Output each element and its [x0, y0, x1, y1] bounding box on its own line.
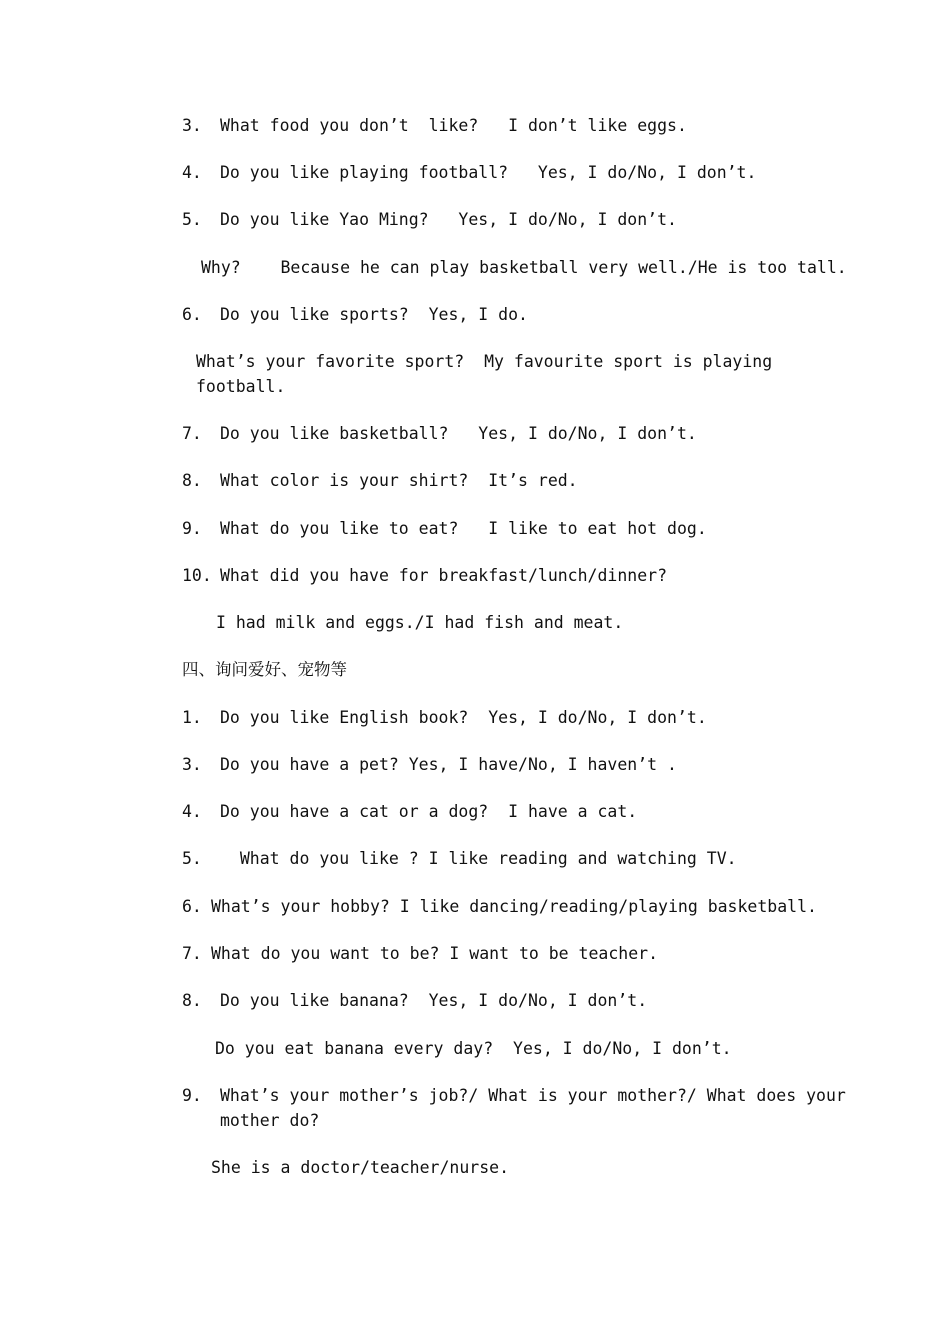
- item-text: What’s your favorite sport? My favourite sport is playing: [196, 352, 773, 371]
- item-number: 5.: [182, 210, 202, 229]
- item-text: Do you have a cat or a dog? I have a cat.: [220, 802, 638, 821]
- hobby-item-8: [182, 989, 647, 1013]
- item-text: I had milk and eggs./I had fish and meat.: [216, 613, 624, 632]
- item-number: 1.: [182, 708, 202, 727]
- item-number: 6.: [182, 305, 202, 324]
- item-text: What do you want to be? I want to be teacher.: [211, 944, 659, 963]
- item-number: 9.: [182, 519, 202, 538]
- item-number: 3.: [182, 116, 202, 135]
- hobby-item-9: [182, 1084, 846, 1108]
- item-text-continued: football.: [196, 377, 286, 396]
- item-number: 4.: [182, 163, 202, 182]
- hobby-item-3: [182, 753, 677, 777]
- item-text: What food you don’t like? I don’t like eggs.: [220, 116, 687, 135]
- item-text: Do you eat banana every day? Yes, I do/No, I don’t.: [215, 1039, 732, 1058]
- hobby-item-4: [182, 800, 637, 824]
- item-text: Do you like sports? Yes, I do.: [220, 305, 528, 324]
- item-number: 8.: [182, 471, 202, 490]
- qa-item-5-why: [201, 256, 847, 280]
- item-text: She is a doctor/teacher/nurse.: [211, 1158, 510, 1177]
- item-text: Do you like English book? Yes, I do/No, I don’t.: [220, 708, 707, 727]
- item-text: What do you like to eat? I like to eat hot dog.: [220, 519, 707, 538]
- item-text: Do you like Yao Ming? Yes, I do/No, I don’t.: [220, 210, 677, 229]
- item-number: 4.: [182, 802, 202, 821]
- item-text: Why? Because he can play basketball very well./He is too tall.: [201, 258, 847, 277]
- qa-item-6: [182, 303, 528, 327]
- hobby-item-9-answer: [211, 1156, 509, 1180]
- item-text: Do you like basketball? Yes, I do/No, I don’t.: [220, 424, 697, 443]
- item-text: Do you have a pet? Yes, I have/No, I haven’t .: [220, 755, 677, 774]
- item-number: 5.: [182, 849, 202, 868]
- item-number: 9.: [182, 1086, 202, 1105]
- qa-item-7: [182, 422, 697, 446]
- item-text: Do you like playing football? Yes, I do/No, I don’t.: [220, 163, 757, 182]
- qa-item-10-answer: [216, 611, 623, 635]
- item-number: 8.: [182, 991, 202, 1010]
- section-heading: 四、询问爱好、宠物等: [182, 660, 347, 679]
- hobby-item-9-cont: [220, 1109, 319, 1133]
- hobby-item-8-followup: [215, 1037, 732, 1061]
- item-text: What’s your mother’s job?/ What is your mother?/ What does your: [220, 1086, 846, 1105]
- qa-item-10: [182, 564, 667, 588]
- qa-item-6-favorite-cont: [196, 375, 285, 399]
- hobby-item-1: [182, 706, 707, 730]
- item-number: 10.: [182, 566, 212, 585]
- item-text: What color is your shirt? It’s red.: [220, 471, 578, 490]
- item-number: 7.: [182, 944, 202, 963]
- item-text: What do you like ? I like reading and watching TV.: [220, 849, 737, 868]
- item-number: 3.: [182, 755, 202, 774]
- hobby-item-7: [182, 942, 658, 966]
- qa-item-9: [182, 517, 707, 541]
- qa-item-8: [182, 469, 578, 493]
- item-number: 6.: [182, 897, 202, 916]
- hobby-item-6: [182, 895, 817, 919]
- item-text: What did you have for breakfast/lunch/dinner?: [220, 566, 668, 585]
- qa-item-3: [182, 114, 687, 138]
- item-number: 7.: [182, 424, 202, 443]
- item-text: What’s your hobby? I like dancing/reading/playing basketball.: [211, 897, 817, 916]
- item-text: Do you like banana? Yes, I do/No, I don’t.: [220, 991, 648, 1010]
- qa-item-6-favorite: [196, 350, 772, 374]
- hobby-item-5: [182, 847, 737, 871]
- qa-item-5: [182, 208, 677, 232]
- item-text-continued: mother do?: [220, 1111, 320, 1130]
- qa-item-4: [182, 161, 756, 185]
